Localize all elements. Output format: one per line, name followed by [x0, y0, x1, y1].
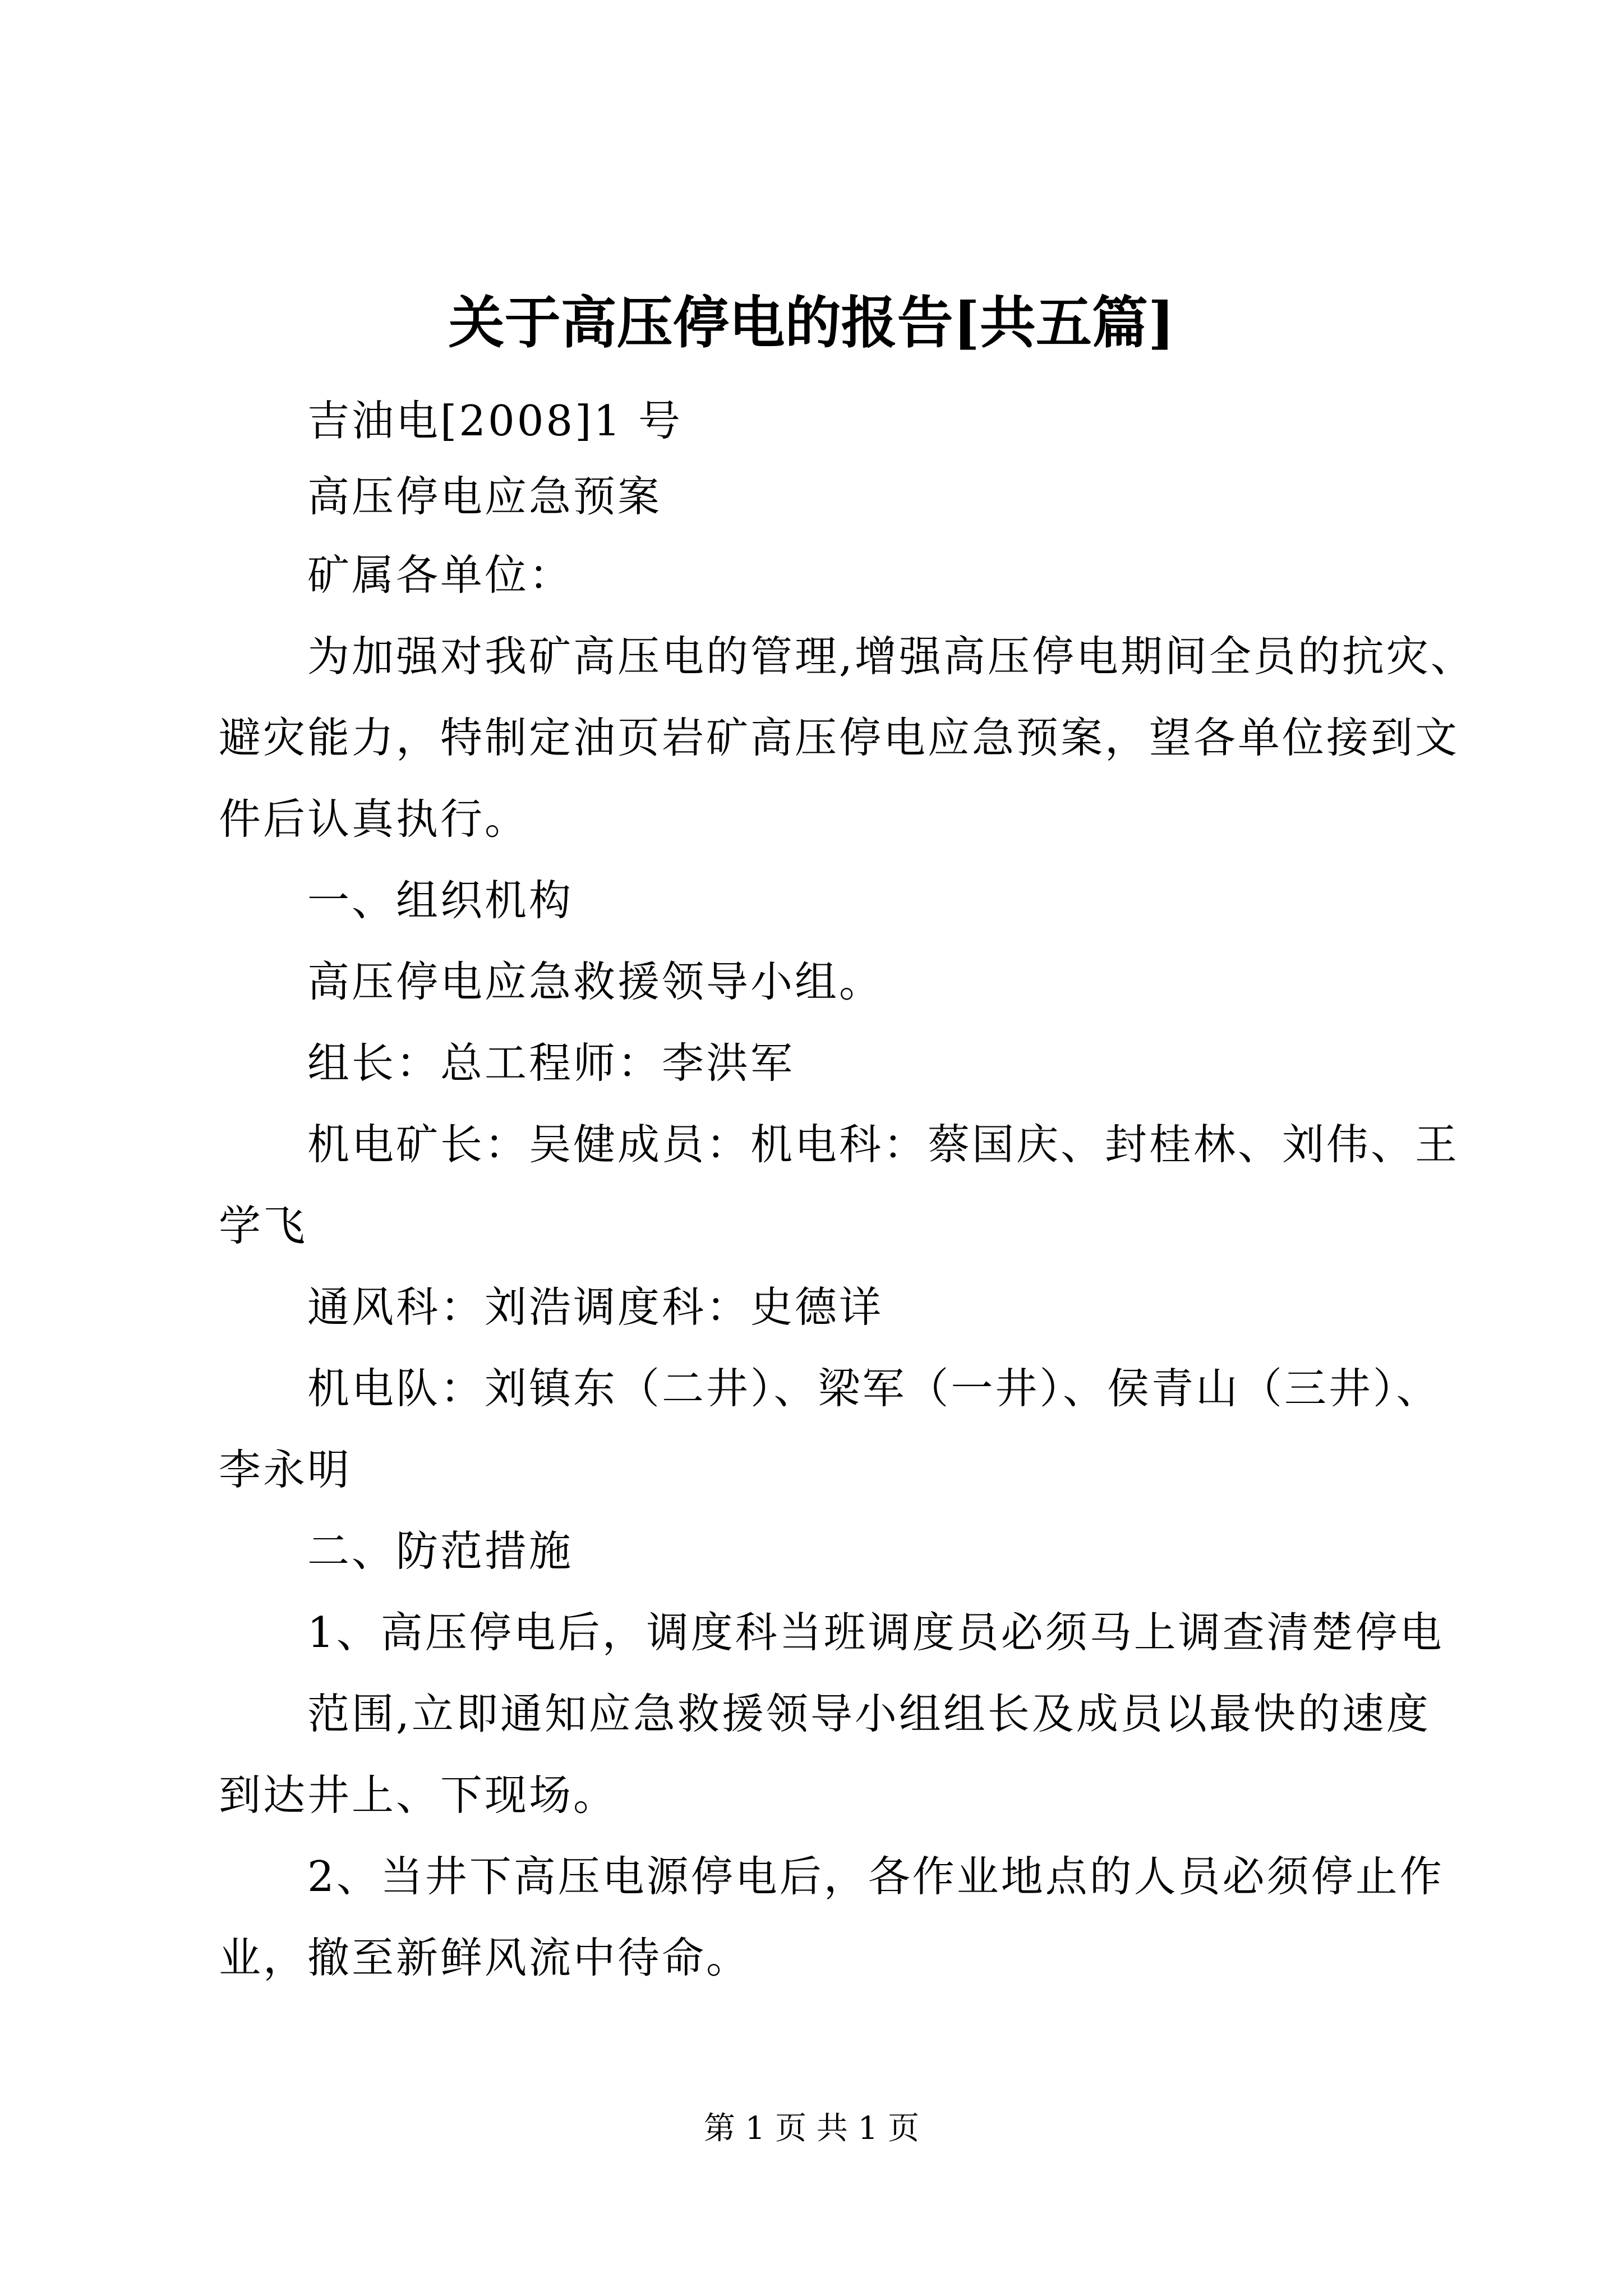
paragraph-line: 学飞	[219, 1201, 308, 1250]
document-number: 吉油电[2008]1 号	[307, 396, 683, 445]
plan-heading: 高压停电应急预案	[307, 472, 662, 521]
paragraph-line: 机电队：刘镇东（二井）、梁军（一井）、侯青山（三井）、	[307, 1364, 1441, 1413]
paragraph-line: 到达井上、下现场。	[219, 1770, 618, 1820]
paragraph-line: 李永明	[219, 1445, 352, 1494]
page-footer: 第 1 页 共 1 页	[703, 2110, 920, 2147]
paragraph-line: 范围,立即通知应急救援领导小组组长及成员以最快的速度	[307, 1689, 1431, 1738]
paragraph-line: 为加强对我矿高压电的管理,增强高压停电期间全员的抗灾、	[307, 632, 1475, 681]
paragraph-line: 通风科：刘浩调度科：史德详	[307, 1282, 884, 1332]
paragraph-line: 高压停电应急救援领导小组。	[307, 957, 884, 1006]
paragraph-line: 件后认真执行。	[219, 794, 529, 844]
section-heading: 二、防范措施	[307, 1526, 574, 1576]
paragraph-line: 组长：总工程师：李洪军	[307, 1038, 795, 1088]
paragraph-line: 业，撤至新鲜风流中待命。	[219, 1933, 751, 1982]
section-heading: 一、组织机构	[307, 876, 574, 925]
paragraph-line: 1、高压停电后，调度科当班调度员必须马上调查清楚停电	[307, 1608, 1444, 1657]
salutation: 矿属各单位：	[307, 550, 574, 600]
paragraph-line: 机电矿长：吴健成员：机电科：蔡国庆、封桂林、刘伟、王	[307, 1120, 1460, 1169]
paragraph-line: 2、当井下高压电源停电后，各作业地点的人员必须停止作	[307, 1852, 1444, 1901]
document-title: 关于高压停电的报告[共五篇]	[448, 289, 1175, 356]
paragraph-line: 避灾能力，特制定油页岩矿高压停电应急预案，望各单位接到文	[219, 713, 1460, 762]
